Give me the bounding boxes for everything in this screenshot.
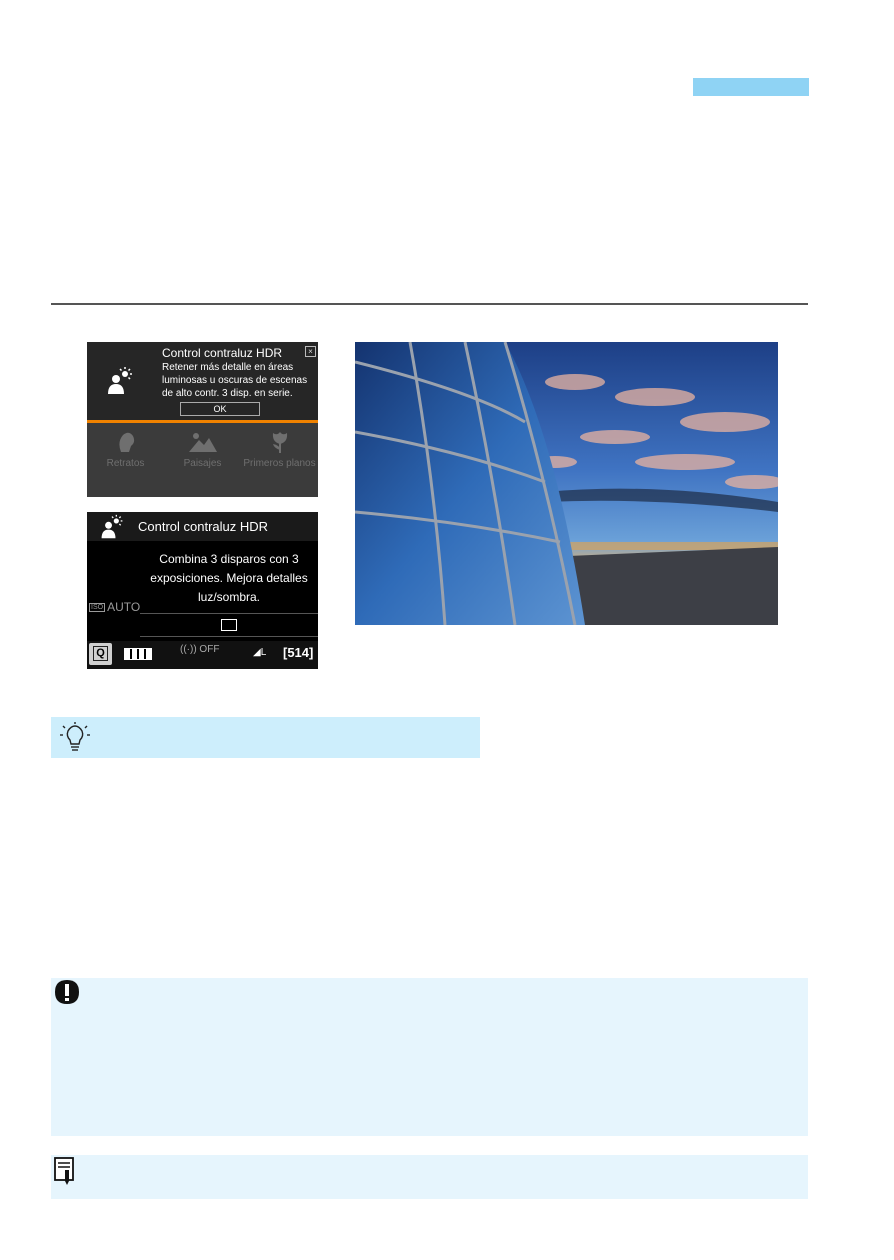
note-pencil-icon	[53, 1156, 77, 1186]
section-divider	[51, 303, 808, 305]
caution-icon	[53, 978, 81, 1006]
ok-button[interactable]: OK	[180, 402, 260, 416]
wifi-off-icon: ((·)) OFF	[180, 644, 220, 655]
backlight-hdr-icon	[105, 366, 135, 396]
image-quality: ◢L	[253, 647, 267, 658]
lightbulb-icon	[60, 722, 90, 752]
mode-description: Combina 3 disparos con 3 exposiciones. Mejora detalles luz/sombra.	[150, 552, 308, 604]
divider	[140, 613, 318, 614]
iso-value: AUTO	[107, 600, 141, 614]
option-label: Paisajes	[183, 458, 222, 469]
caution-box	[51, 978, 808, 1136]
option-portrait[interactable]	[87, 430, 164, 470]
iso-setting[interactable]	[89, 600, 140, 614]
section-tab-marker	[693, 78, 809, 96]
backlight-hdr-icon	[99, 514, 125, 540]
option-label: Retratos	[106, 458, 145, 469]
flower-closeup-icon	[267, 430, 293, 454]
guide-title: Control contraluz HDR	[162, 346, 283, 360]
landscape-icon	[188, 430, 218, 454]
iso-prefix: ISO	[91, 604, 104, 611]
screen-title: Control contraluz HDR	[138, 519, 269, 534]
q-label: Q	[93, 646, 108, 661]
quick-control-screen	[87, 512, 318, 669]
close-icon[interactable]: ×	[305, 346, 316, 357]
shots-remaining: [514]	[283, 645, 314, 660]
option-landscape[interactable]	[164, 430, 241, 470]
divider	[140, 636, 318, 637]
quick-control-button[interactable]	[89, 643, 112, 665]
accent-bar	[87, 420, 318, 423]
option-closeup[interactable]	[241, 430, 318, 470]
portrait-icon	[113, 430, 139, 454]
scene-guide-screen	[87, 342, 318, 497]
option-label: Primeros planos	[243, 458, 316, 469]
battery-icon	[124, 648, 152, 660]
guide-description: Retener más detalle en áreas luminosas u oscuras de escenas de alto contr. 3 disp. en serie.	[162, 362, 308, 399]
note-box	[51, 1155, 808, 1199]
sample-photo	[355, 342, 778, 625]
single-shot-icon[interactable]	[221, 619, 237, 631]
tip-box	[51, 717, 480, 758]
